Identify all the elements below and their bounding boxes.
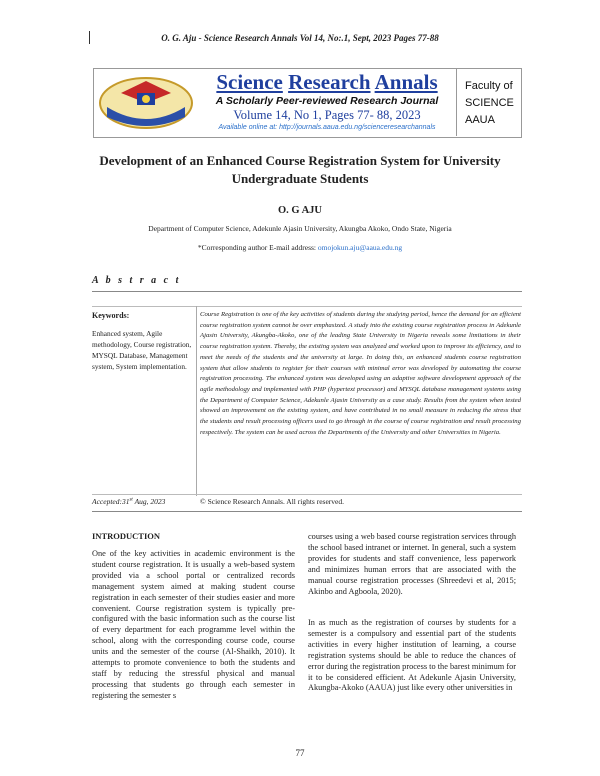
journal-logo-icon bbox=[97, 73, 195, 131]
corresponding-prefix: *Corresponding author E-mail address: bbox=[197, 243, 317, 252]
body-column-2-para-2: In as much as the registration of courses by students for a semester is a compulsory and essential part of the students activities in every higher institution of learning, a course registration systems should be able to reduce the chances of error during the registration process to the barest minimum for it to be considered efficient. At Adekunle Ajasin University, Akungba-Akoko (AAUA) just like every other universities in bbox=[308, 618, 516, 693]
accepted-date bbox=[92, 497, 165, 506]
faculty-line-3: AAUA bbox=[465, 114, 495, 126]
journal-website[interactable]: Available online at: http://journals.aaua.edu.ng/scienceresearchannals bbox=[218, 124, 436, 131]
running-header: O. G. Aju - Science Research Annals Vol 14, No:.1, Sept, 2023 Pages 77-88 bbox=[161, 33, 439, 43]
abstract-top-rule bbox=[92, 291, 522, 292]
abstract-bottom-rule bbox=[92, 494, 522, 495]
accepted-sup: st bbox=[129, 497, 133, 503]
body-column-1: One of the key activities in academic environment is the student course registration. It is usually a web-based system provided via a school portal or centralized records management system aimed at making student course registration in each semester of their studies easier and more convenient. Course registration system is typically pre-configured with the basic information such as the course list of every department for each programme level within the school, along with the corresponding course code, course units and the semester of the course (Al-Shaikh, 2010). It attempts to promote convenience to both the students and staff by reducing the stressful physical and manual processing that students go through each semester in registering the semester s bbox=[92, 549, 295, 700]
article-title-line-2: Undergraduate Students bbox=[231, 171, 369, 186]
introduction-heading: INTRODUCTION bbox=[92, 531, 161, 541]
abstract-end-rule bbox=[92, 511, 522, 512]
journal-title-word-1: Science bbox=[216, 70, 283, 94]
article-author: O. G AJU bbox=[277, 205, 323, 216]
abstract-label: A b s t r a c t bbox=[92, 275, 181, 286]
corresponding-email-link[interactable]: omojokun.aju@aaua.edu.ng bbox=[317, 243, 403, 252]
corresponding-author bbox=[0, 243, 600, 252]
copyright-notice: © Science Research Annals. All rights reserved. bbox=[200, 497, 344, 506]
journal-title-word-2: Research bbox=[288, 70, 371, 94]
margin-bar bbox=[89, 31, 90, 44]
article-title-line-1: Development of an Enhanced Course Registration System for University bbox=[99, 153, 501, 168]
keywords-heading: Keywords: bbox=[92, 311, 130, 320]
body-column-2-para-1: courses using a web based course registration services through the school based intranet or internet. In general, such a system provides for students and staff convenience, less paperwork and minimizes human errors that are associated with the manual course registration processes (Shreedevi et al, 2015; Akinbo and Agboola, 2020). bbox=[308, 532, 516, 596]
article-title bbox=[60, 152, 540, 188]
journal-volume: Volume 14, No 1, Pages 77- 88, 2023 bbox=[233, 108, 421, 122]
keywords-list: Enhanced system, Agile methodology, Course registration, MYSQL Database, Management system, System implementation. bbox=[92, 329, 192, 371]
journal-title-word-3: Annals bbox=[374, 70, 438, 94]
accepted-suffix: Aug, 2023 bbox=[132, 497, 166, 506]
abstract-header-rule bbox=[92, 306, 522, 307]
abstract-column-divider bbox=[196, 306, 197, 496]
faculty-line-2: SCIENCE bbox=[465, 97, 514, 109]
abstract-text: Course Registration is one of the key activities of students during the studying period, hence the demand for an efficient course registration system cannot be over emphasized. A study into the existing course registration process in Adekunle Ajasin University, Akungba-Akoko, one of the leading State University in Nigeria reveals some limitations in their course registration system. Thereby, the existing system was analyzed and worked upon to improve its efficiency, and to meet the needs of the students and the university at large. In doing this, an enhanced students course registration system that allow students to register for their courses with minimal error was developed by automating the course registration processing. The enhanced system was developed using an adaptive software development approach of the agile methodology and implemented with PHP (hypertext processor) and MYSQL database management systems using the Department of Computer Science, Adekunle Ajasin University as a case study. Results from the system when tested showed an improvement on the existing system, and have contributed in no small measure in reducing the stress that the students and result processing officers used to go through in the course of course registration and result processing respectively. The system can be used across the Departments of the University and other Universities in Nigeria. bbox=[200, 311, 521, 436]
journal-subtitle: A Scholarly Peer-reviewed Research Journal bbox=[215, 95, 439, 107]
author-affiliation: Department of Computer Science, Adekunle Ajasin University, Akungba Akoko, Ondo State, Nigeria bbox=[148, 224, 452, 233]
page-number: 77 bbox=[295, 748, 305, 758]
journal-title bbox=[196, 70, 458, 95]
faculty-line-1: Faculty of bbox=[465, 80, 513, 92]
accepted-prefix: Accepted:31 bbox=[92, 497, 130, 506]
